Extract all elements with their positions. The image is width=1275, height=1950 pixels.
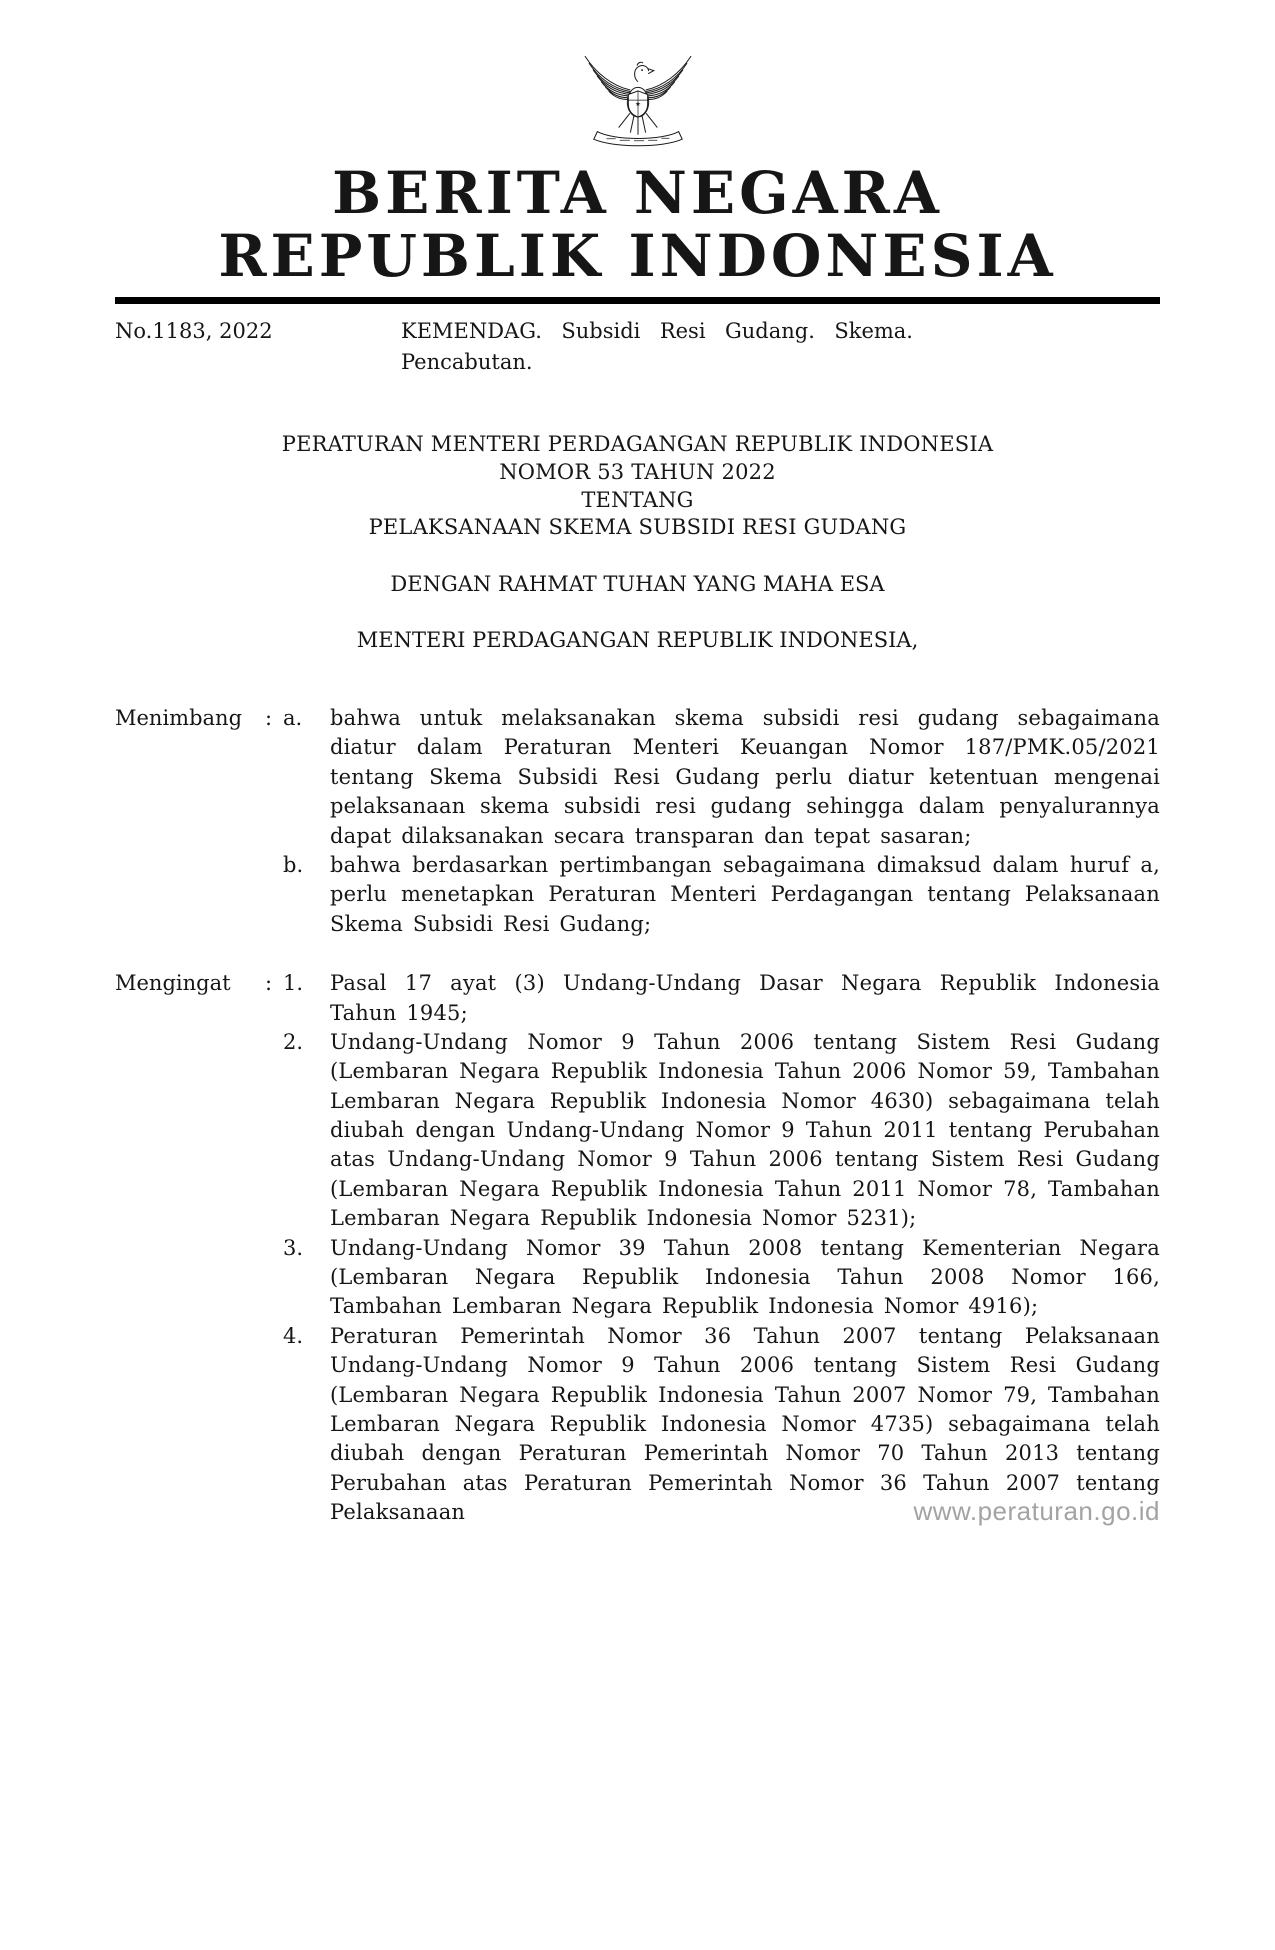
masthead-rule: [115, 297, 1160, 304]
list-marker: a.: [283, 706, 303, 730]
list-marker: 4.: [283, 1323, 304, 1348]
menimbang-item-b: [115, 851, 1160, 939]
mengingat-colon: :: [265, 971, 273, 996]
list-marker: 3.: [283, 1235, 304, 1260]
svg-text:★: ★: [634, 100, 641, 109]
gazette-number: No.1183, 2022: [115, 319, 273, 344]
list-item-text: Peraturan Pemerintah Nomor 36 Tahun 2007 tentang Pelaksanaan Undang-Undang Nomor 9 Tahun 2006 tentang Sistem Resi Gudang (Lembaran Negara Republik Indonesia Tahun 2007 Nomor 79, Tambahan Lembaran Negara Republik Indonesia Nomor 4735) sebagaimana telah diubah dengan Peraturan Pemerintah Nomor 70 Tahun 2013 tentang Perubahan atas Peraturan Pemerintah Nomor 36 Tahun 2007 tentang Pelaksanaan: [330, 1323, 1160, 1525]
regulation-title-line2: NOMOR 53 TAHUN 2022: [499, 459, 776, 484]
mengingat-item-3: [115, 1234, 1160, 1322]
list-item-text: bahwa berdasarkan pertimbangan sebagaimana dimaksud dalam huruf a, perlu menetapkan Peraturan Menteri Perdagangan tentang Pelaksanaan Skema Subsidi Resi Gudang;: [330, 852, 1160, 936]
gazette-header-row: [115, 316, 1160, 377]
mengingat-item-1: [115, 969, 1160, 1028]
list-item-text: Undang-Undang Nomor 39 Tahun 2008 tentang Kementerian Negara (Lembaran Negara Republik Indonesia Tahun 2008 Nomor 166, Tambahan Lembaran Negara Republik Indonesia Nomor 4916);: [330, 1235, 1160, 1319]
authority-line: MENTERI PERDAGANGAN REPUBLIK INDONESIA,: [356, 628, 919, 652]
invocation-line: DENGAN RAHMAT TUHAN YANG MAHA ESA: [390, 572, 885, 596]
masthead-title-line2: REPUBLIK INDONESIA: [218, 221, 1057, 290]
garuda-pancasila-emblem: [115, 34, 1160, 156]
regulation-title-line3: TENTANG: [581, 487, 694, 512]
menimbang-label: Menimbang: [115, 706, 243, 730]
menimbang-section: [115, 704, 1160, 939]
mengingat-section: [115, 969, 1160, 1527]
menimbang-colon: :: [265, 706, 273, 730]
gazette-subject: KEMENDAG. Subsidi Resi Gudang. Skema. Pencabutan.: [401, 319, 913, 374]
masthead-title-line1: BERITA NEGARA: [332, 159, 943, 227]
list-item-text: Pasal 17 ayat (3) Undang-Undang Dasar Negara Republik Indonesia Tahun 1945;: [330, 971, 1160, 1025]
menimbang-item-a: [115, 704, 1160, 851]
mengingat-label: Mengingat: [115, 971, 231, 996]
regulation-title-block: [115, 431, 1160, 542]
list-marker: 1.: [283, 971, 304, 996]
list-item-text: Undang-Undang Nomor 9 Tahun 2006 tentang Sistem Resi Gudang (Lembaran Negara Republik Indonesia Tahun 2006 Nomor 59, Tambahan Lembaran Negara Republik Indonesia Nomor 4630) sebagaimana telah diubah dengan Undang-Undang Nomor 9 Tahun 2011 tentang Perubahan atas Undang-Undang Nomor 9 Tahun 2006 tentang Sistem Resi Gudang (Lembaran Negara Republik Indonesia Tahun 2011 Nomor 78, Tambahan Lembaran Negara Republik Indonesia Nomor 5231);: [330, 1029, 1160, 1231]
list-item-text: bahwa untuk melaksanakan skema subsidi resi gudang sebagaimana diatur dalam Peraturan Menteri Keuangan Nomor 187/PMK.05/2021 tentang Skema Subsidi Resi Gudang perlu diatur ketentuan mengenai pelaksanaan skema subsidi resi gudang sehingga dalam penyalurannya dapat dilaksanakan secara transparan dan tepat sasaran;: [330, 706, 1160, 848]
regulation-title-line1: PERATURAN MENTERI PERDAGANGAN REPUBLIK INDONESIA: [281, 432, 994, 457]
mengingat-item-2: [115, 1028, 1160, 1234]
regulation-title-line4: PELAKSANAAN SKEMA SUBSIDI RESI GUDANG: [368, 515, 907, 540]
list-marker: 2.: [283, 1029, 304, 1054]
watermark-url: www.peraturan.go.id: [913, 1496, 1160, 1526]
list-marker: b.: [283, 852, 304, 877]
masthead-title: [115, 159, 1160, 290]
